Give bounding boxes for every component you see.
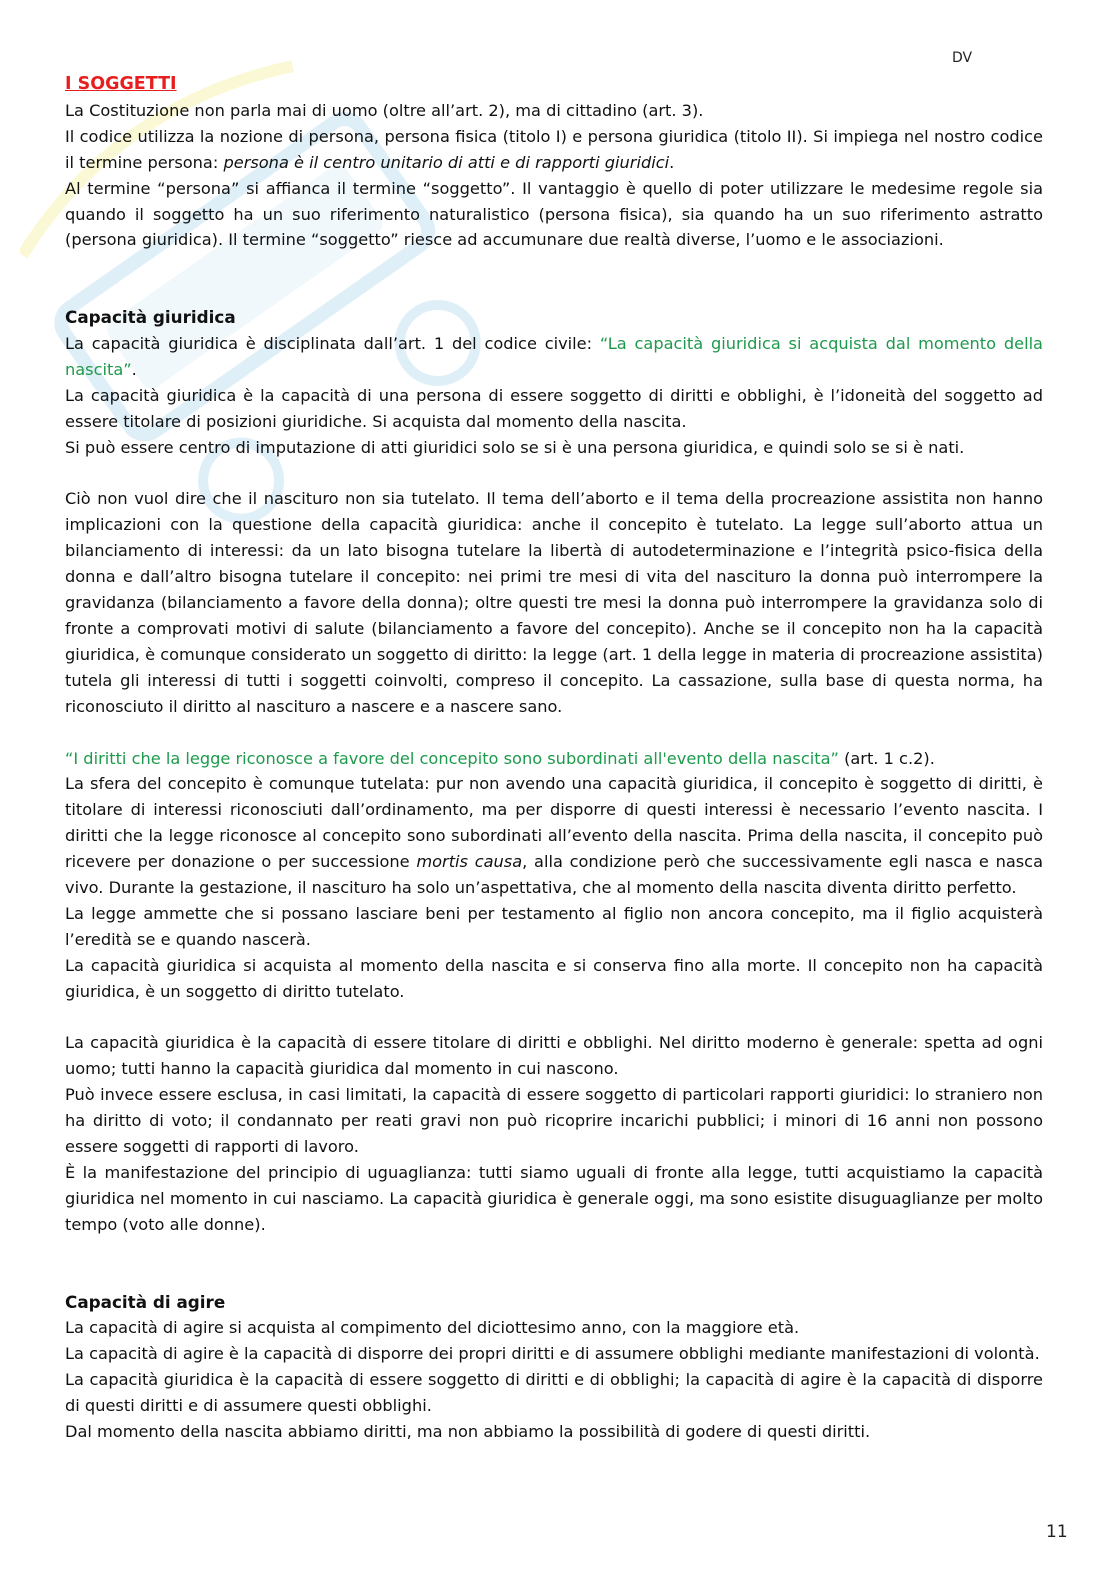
- paragraph: La capacità giuridica è disciplinata dall’art. 1 del codice civile: “La capacità giuridica si acquista dal momento della nascita”.: [65, 334, 1043, 379]
- quote-text: “La capacità giuridica si acquista dal momento della nascita”: [65, 334, 1043, 379]
- italic-term: mortis causa: [416, 852, 523, 872]
- paragraph: La capacità giuridica si acquista al momento della nascita e si conserva fino alla morte. Il concepito non ha capacità giuridica, è un soggetto di diritto tutelato.: [65, 955, 1043, 1001]
- paragraph: Può invece essere esclusa, in casi limitati, la capacità di essere soggetto di particolari rapporti giuridici: lo straniero non ha diritto di voto; il condannato per reati gravi non può ricoprire incarichi pubblici; i minori di 16 anni non possono essere soggetti di rapporti di lavoro.: [65, 1085, 1043, 1157]
- document-body: [65, 72, 1043, 1445]
- paragraph: Si può essere centro di imputazione di atti giuridici solo se si è una persona giuridica, e quindi solo se si è nati.: [65, 437, 965, 457]
- paragraph: Dal momento della nascita abbiamo diritti, ma non abbiamo la possibilità di godere di questi diritti.: [65, 1422, 871, 1442]
- paragraph: La Costituzione non parla mai di uomo (oltre all’art. 2), ma di cittadino (art. 3).: [65, 100, 704, 120]
- paragraph: Al termine “persona” si affianca il termine “soggetto”. Il vantaggio è quello di poter utilizzare le medesime regole sia quando il soggetto ha un suo riferimento naturalistico (persona fisica), sia quando ha un suo riferimento astratto (persona giuridica). Il termine “soggetto” riesce ad accumunare due realtà diverse, l’uomo e le associazioni.: [65, 178, 1043, 250]
- header-initials: DV: [952, 50, 973, 66]
- paragraph: La capacità giuridica è la capacità di essere titolare di diritti e obblighi. Nel diritto moderno è generale: spetta ad ogni uomo; tutti hanno la capacità giuridica dal momento in cui nascono.: [65, 1033, 1043, 1079]
- paragraph: La capacità giuridica è la capacità di essere soggetto di diritti e di obblighi; la capacità di agire è la capacità di disporre di questi diritti e di assumere questi obblighi.: [65, 1370, 1043, 1416]
- page-number: 11: [1046, 1522, 1068, 1542]
- paragraph: La legge ammette che si possano lasciare beni per testamento al figlio non ancora concepito, ma il figlio acquisterà l’eredità se e quando nascerà.: [65, 903, 1043, 949]
- paragraph: La capacità giuridica è la capacità di una persona di essere soggetto di diritti e obblighi, è l’idoneità del soggetto ad essere titolare di posizioni giuridiche. Si acquista dal momento della nascita.: [65, 385, 1043, 431]
- paragraph: La sfera del concepito è comunque tutelata: pur non avendo una capacità giuridica, il concepito è soggetto di diritti, è titolare di interessi riconosciuti dall’ordinamento, ma per disporre di questi interessi è necessario l’evento nascita. I diritti che la legge riconosce al concepito sono subordinati all’evento della nascita. Prima della nascita, il concepito può ricevere per donazione o per successione mortis causa, alla condizione però che successivamente egli nasca e nasca vivo. Durante la gestazione, il nascituro ha solo un’aspettativa, che al momento della nascita diventa diritto perfetto.: [65, 774, 1043, 898]
- paragraph: Il codice utilizza la nozione di persona, persona fisica (titolo I) e persona giuridica (titolo II). Si impiega nel nostro codice il termine persona: persona è il centro unitario di atti e di rapporti giuridici.: [65, 126, 1043, 172]
- quote-text: “I diritti che la legge riconosce a favore del concepito sono subordinati all'evento della nascita”: [65, 748, 839, 768]
- section-title-soggetti: I SOGGETTI: [65, 74, 177, 94]
- section-heading-capacita-giuridica: Capacità giuridica: [65, 307, 236, 328]
- italic-definition: persona è il centro unitario di atti e di rapporti giuridici: [223, 152, 670, 172]
- paragraph: Ciò non vuol dire che il nascituro non sia tutelato. Il tema dell’aborto e il tema della procreazione assistita non hanno implicazioni con la questione della capacità giuridica: anche il concepito è tutelato. La legge sull’aborto attua un bilanciamento di interessi: da un lato bisogna tutelare la libertà di autodeterminazione e l’integrità psico-fisica della donna e dall’altro bisogna tutelare il concepito: nei primi tre mesi di vita del nascituro la donna può interrompere la gravidanza (bilanciamento a favore della donna); oltre questi tre mesi la donna può interrompere la gravidanza solo di fronte a comprovati motivi di salute (bilanciamento a favore del concepito). Anche se il concepito non ha la capacità giuridica, è comunque considerato un soggetto di diritto: la legge (art. 1 della legge in materia di procreazione assistita) tutela gli interessi di tutti i soggetti coinvolti, compreso il concepito. La cassazione, sulla base di questa norma, ha riconosciuto il diritto al nascituro a nascere e a nascere sano.: [65, 489, 1043, 716]
- paragraph: La capacità di agire è la capacità di disporre dei propri diritti e di assumere obblighi mediante manifestazioni di volontà.: [65, 1344, 1040, 1364]
- paragraph: È la manifestazione del principio di uguaglianza: tutti siamo uguali di fronte alla legge, tutti acquistiamo la capacità giuridica nel momento in cui nasciamo. La capacità giuridica è generale oggi, ma sono esistite disuguaglianze per molto tempo (voto alle donne).: [65, 1163, 1043, 1234]
- paragraph: “I diritti che la legge riconosce a favore del concepito sono subordinati all'evento della nascita” (art. 1 c.2).: [65, 748, 935, 768]
- paragraph: La capacità di agire si acquista al compimento del diciottesimo anno, con la maggiore età.: [65, 1318, 800, 1338]
- section-heading-capacita-di-agire: Capacità di agire: [65, 1291, 226, 1312]
